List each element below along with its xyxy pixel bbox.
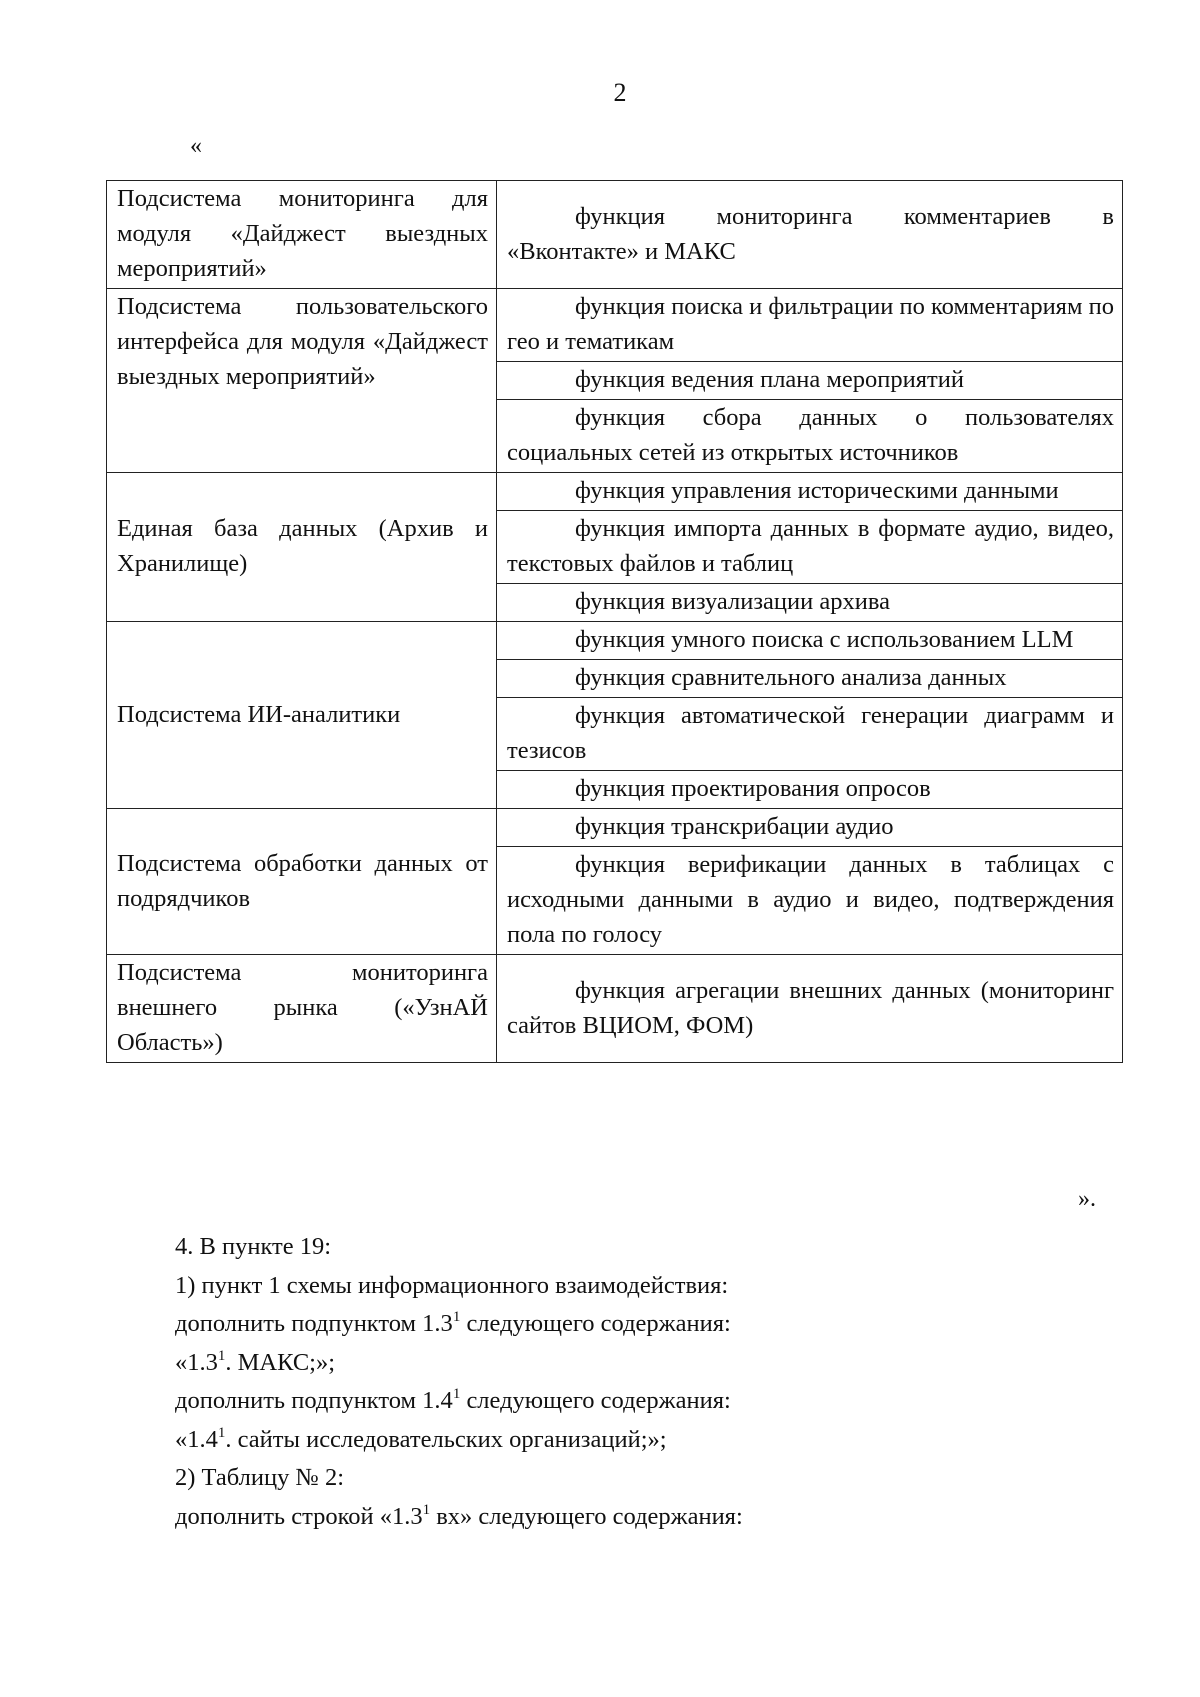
- paragraph: «$1.4^1$. сайты исследовательских организаций;»;: [175, 1424, 667, 1453]
- table-row: [107, 955, 1123, 1063]
- paragraph: «$1.3^1$. МАКС;»;: [175, 1347, 336, 1376]
- subsystem-cell: Подсистема обработки данных от подрядчиков: [107, 809, 497, 955]
- paragraph: 2) Таблицу № 2:: [175, 1464, 344, 1491]
- paragraph: дополнить подпунктом $1.3^1$ следующего содержания:: [175, 1309, 731, 1337]
- function-cell: функция верификации данных в таблицах с исходными данными в аудио и видео, подтверждения пола по голосу: [497, 847, 1123, 955]
- subsystem-cell: Подсистема ИИ-аналитики: [107, 622, 497, 809]
- subsystem-cell: Единая база данных (Архив и Хранилище): [107, 473, 497, 622]
- subsystem-cell: Подсистема мониторинга для модуля «Дайджест выездных мероприятий»: [107, 181, 497, 289]
- table-close-quote: ».: [1078, 1186, 1096, 1212]
- document-body: [175, 1228, 1115, 1536]
- table-row: [107, 181, 1123, 289]
- subsystem-cell: Подсистема мониторинга внешнего рынка («УзнАЙ Область»): [107, 955, 497, 1063]
- subsystems-table: [106, 180, 1123, 1063]
- function-cell: функция транскрибации аудио: [497, 809, 1123, 847]
- table-row: [107, 809, 1123, 847]
- function-cell: функция ведения плана мероприятий: [497, 362, 1123, 400]
- function-cell: функция мониторинга комментариев в «Вконтакте» и МАКС: [497, 181, 1123, 289]
- function-cell: функция поиска и фильтрации по комментариям по гео и тематикам: [497, 289, 1123, 362]
- subsystem-cell: Подсистема пользовательского интерфейса для модуля «Дайджест выездных мероприятий»: [107, 289, 497, 473]
- paragraph: дополнить строкой «$1.3^1$ вх» следующего содержания:: [175, 1501, 743, 1530]
- function-cell: функция агрегации внешних данных (мониторинг сайтов ВЦИОМ, ФОМ): [497, 955, 1123, 1063]
- function-cell: функция сравнительного анализа данных: [497, 660, 1123, 698]
- table-row: [107, 622, 1123, 660]
- function-cell: функция умного поиска с использованием LLM: [497, 622, 1123, 660]
- page-number: 2: [613, 78, 627, 107]
- function-cell: функция сбора данных о пользователях социальных сетей из открытых источников: [497, 400, 1123, 473]
- table-row: [107, 289, 1123, 362]
- function-cell: функция импорта данных в формате аудио, видео, текстовых файлов и таблиц: [497, 511, 1123, 584]
- function-cell: функция управления историческими данными: [497, 473, 1123, 511]
- table-row: [107, 473, 1123, 511]
- paragraph: дополнить подпунктом $1.4^1$ следующего содержания:: [175, 1386, 731, 1414]
- paragraph: 4. В пункте 19:: [175, 1233, 332, 1260]
- table-open-quote: «: [190, 133, 202, 159]
- paragraph: 1) пункт 1 схемы информационного взаимодействия:: [175, 1271, 729, 1299]
- function-cell: функция проектирования опросов: [497, 771, 1123, 809]
- function-cell: функция автоматической генерации диаграмм и тезисов: [497, 698, 1123, 771]
- function-cell: функция визуализации архива: [497, 584, 1123, 622]
